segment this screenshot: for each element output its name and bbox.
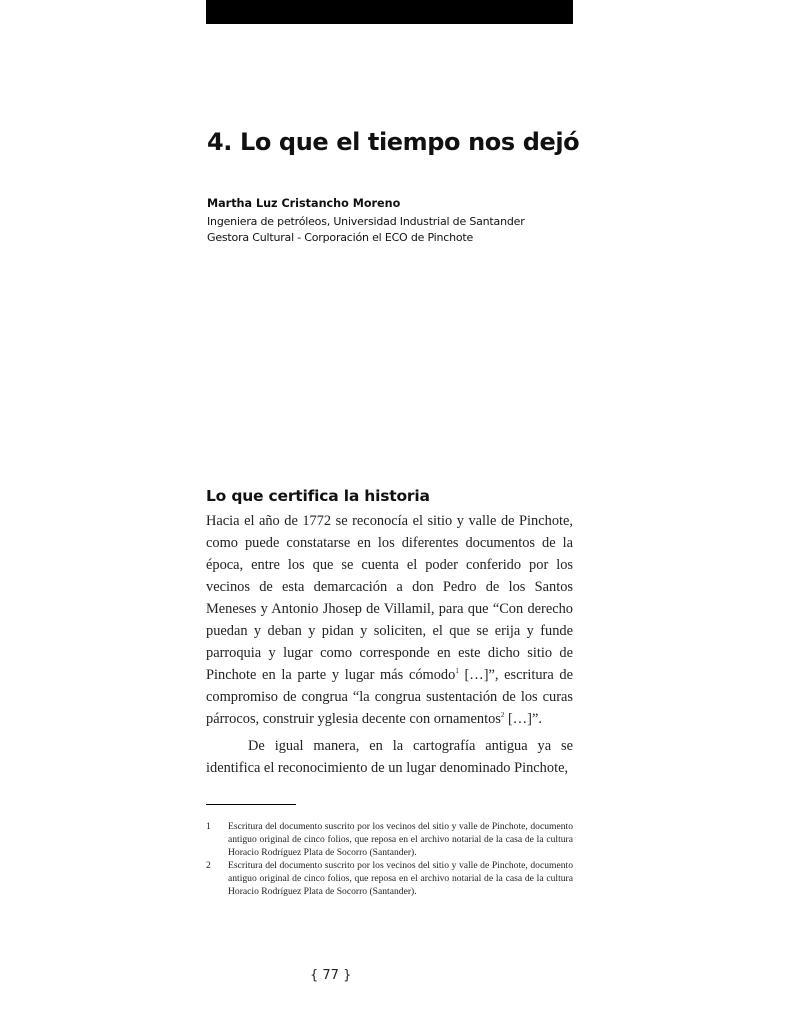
body-text (206, 510, 573, 779)
paragraph-1-part-a: Hacia el año de 1772 se reconocía el sitio y valle de Pinchote, como puede constatarse en los diferentes documentos de la época, entre los que se cuenta el poder conferido por los vecinos de esta demarcación a don Pedro de los Santos Meneses y Antonio Jhosep de Villamil, para que “Con derecho puedan y deban y pidan y soliciten, el que se erija y funde parroquia y lugar como corresponde en este dicho sitio de Pinchote en la parte y lugar más cómodo (206, 513, 573, 683)
footnote-text: Escritura del documento suscrito por los vecinos del sitio y valle de Pinchote, documento antiguo original de cinco folios, que reposa en el archivo notarial de la casa de la cultura Horacio Rodríguez Plata de Socorro (Santander). (228, 860, 573, 897)
footnote-number: 2 (206, 860, 211, 871)
footnote-divider (206, 804, 296, 805)
author-block (207, 196, 577, 246)
chapter-title: 4. Lo que el tiempo nos dejó (207, 128, 580, 156)
footnote-2 (206, 859, 573, 898)
footnote-number: 1 (206, 821, 211, 832)
header-bar (206, 0, 573, 24)
footnote-text: Escritura del documento suscrito por los vecinos del sitio y valle de Pinchote, documento antiguo original de cinco folios, que reposa en el archivo notarial de la casa de la cultura Horacio Rodríguez Plata de Socorro (Santander). (228, 821, 573, 858)
footnote-ref-1[interactable]: 1 (455, 667, 459, 676)
paragraph-1-part-c: […]”. (504, 711, 542, 727)
paragraph-1 (206, 510, 573, 730)
paragraph-1-part-b: […]”, escritura de compromiso de congrua “la congrua sustentación de los curas párrocos, construir yglesia decente con ornamentos (206, 667, 573, 727)
author-affiliation-1: Ingeniera de petróleos, Universidad Industrial de Santander (207, 215, 525, 228)
footnote-ref-2[interactable]: 2 (500, 711, 505, 720)
footnotes (206, 820, 573, 898)
footnote-1 (206, 820, 573, 859)
author-affiliation-2: Gestora Cultural - Corporación el ECO de Pinchote (207, 231, 474, 244)
paragraph-2: De igual manera, en la cartografía antigua ya se identifica el reconocimiento de un lugar denominado Pinchote, (206, 738, 573, 776)
section-title: Lo que certifica la historia (206, 487, 430, 505)
author-name: Martha Luz Cristancho Moreno (207, 197, 401, 210)
page-number: { 77 } (310, 968, 352, 983)
